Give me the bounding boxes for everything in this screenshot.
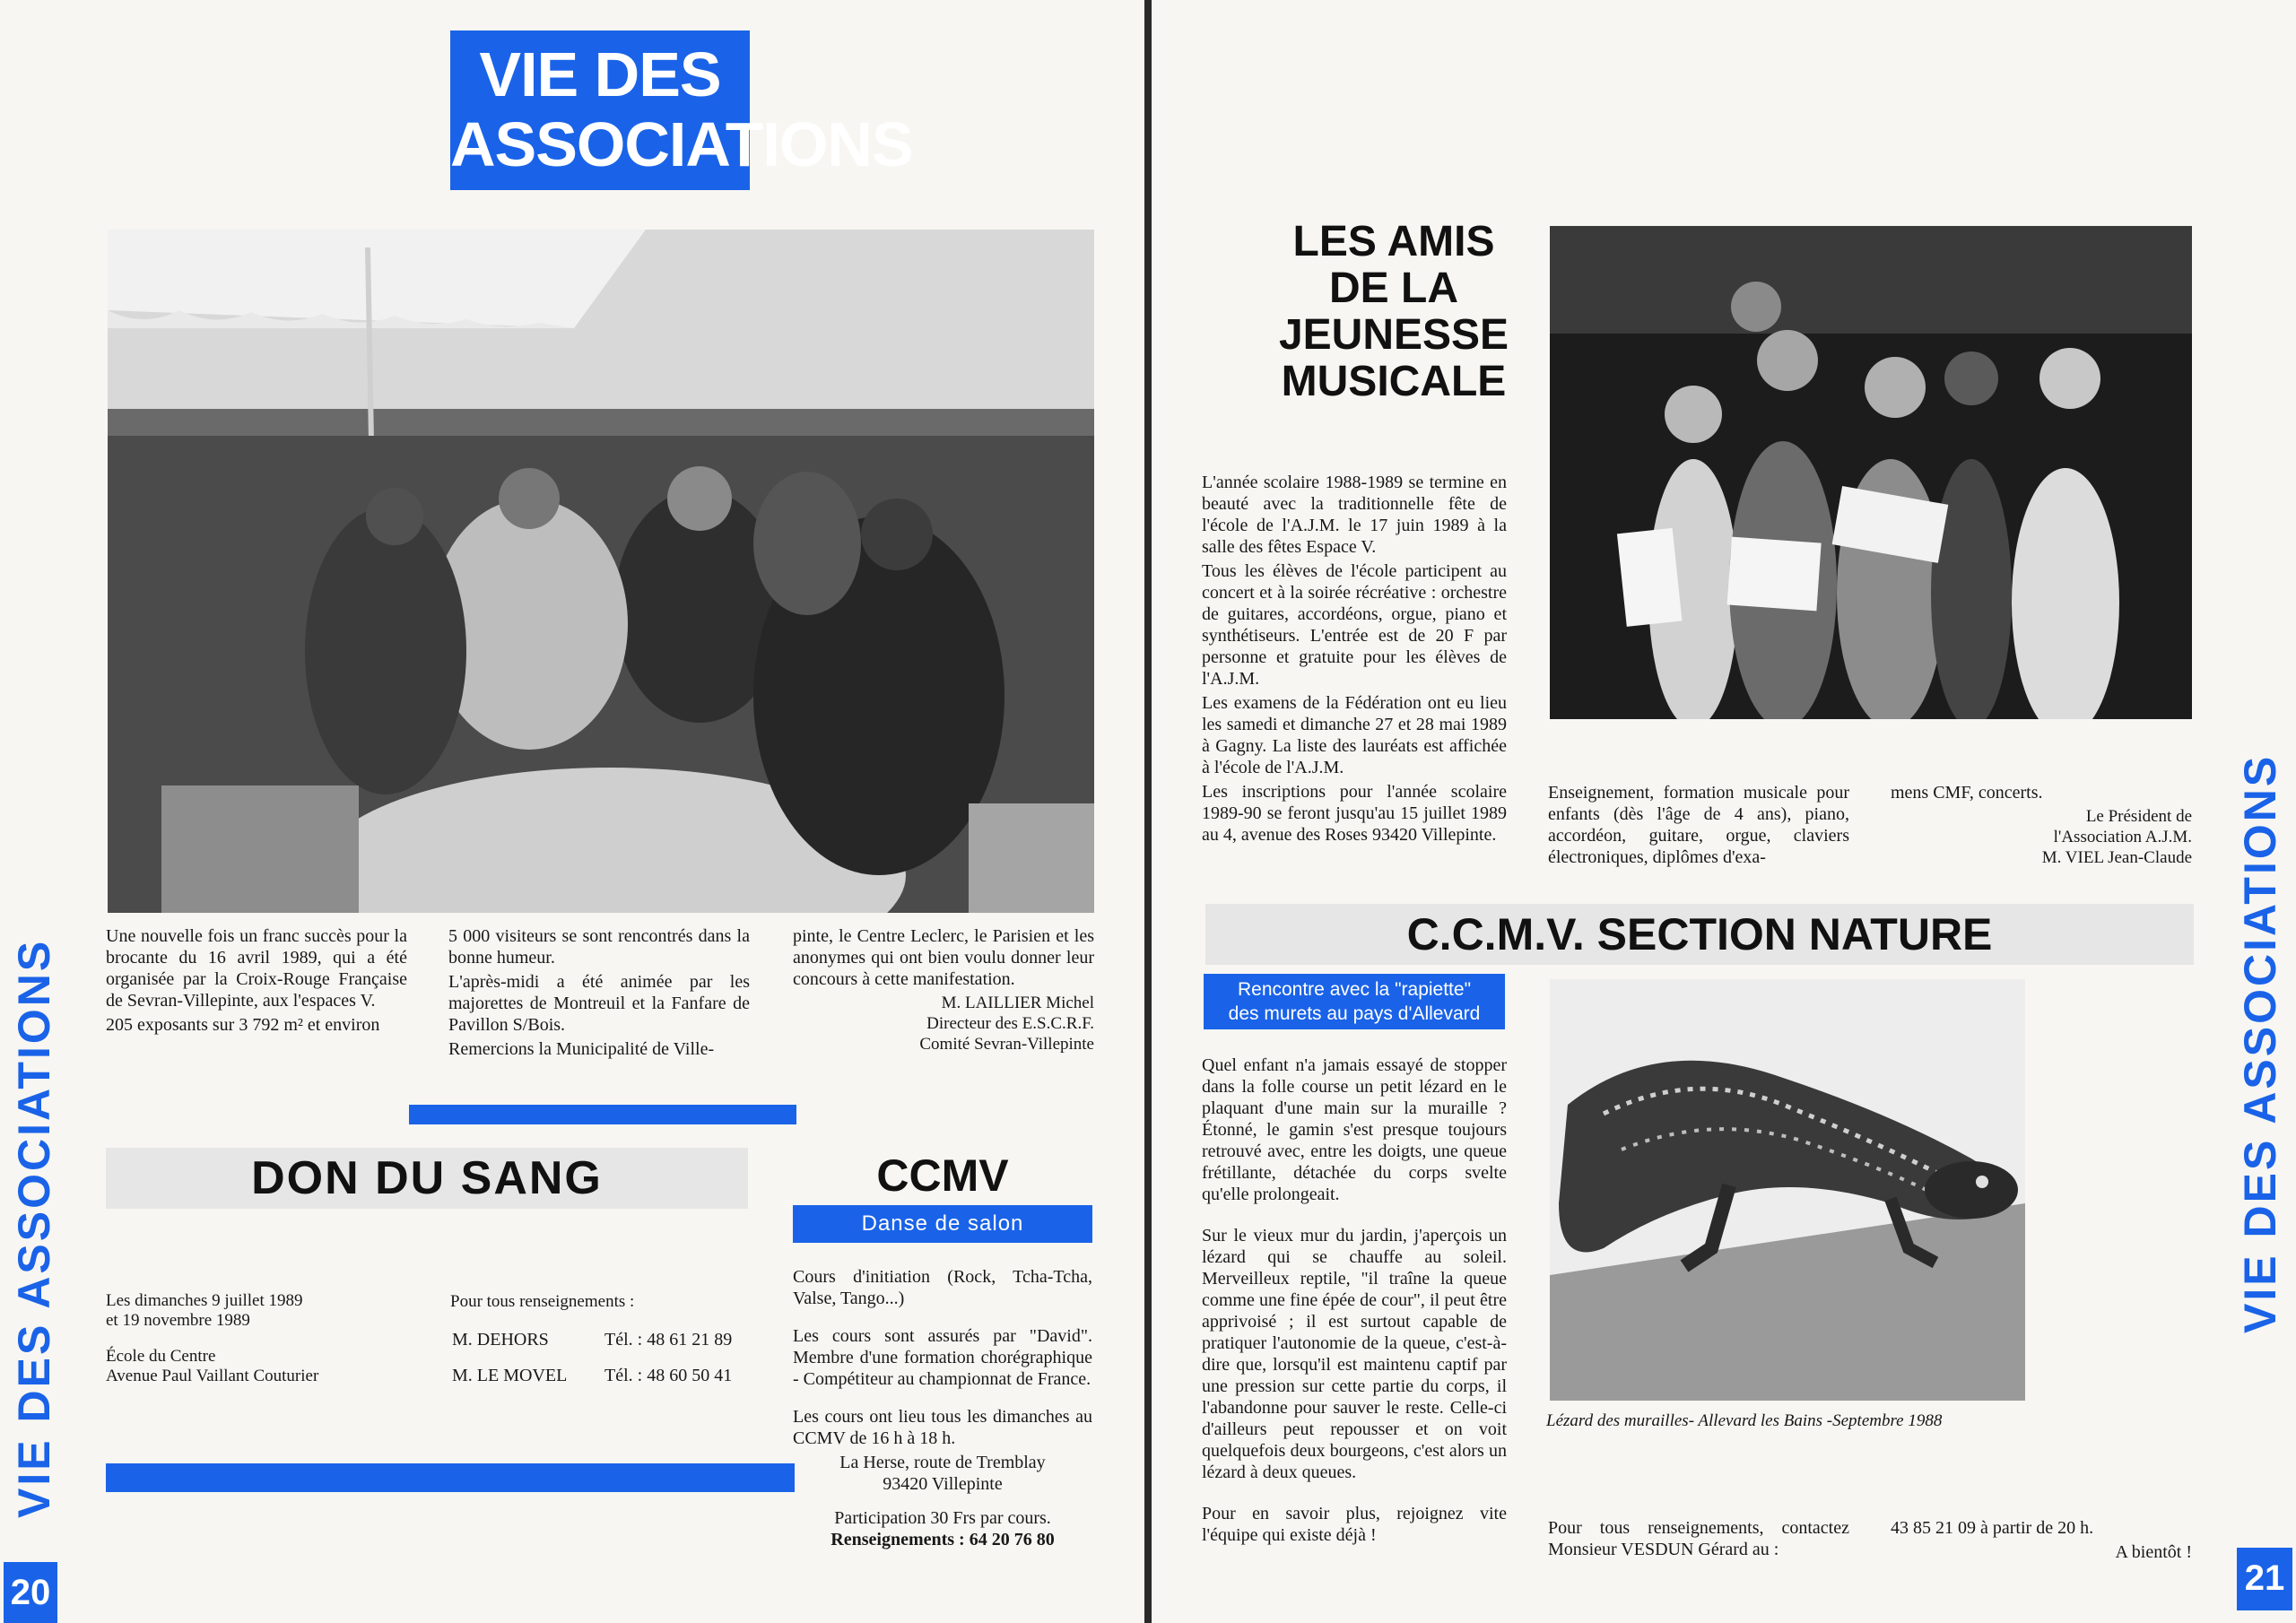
nature-title-text: C.C.M.V. SECTION NATURE <box>1406 909 1993 959</box>
info-label: Pour tous renseignements : <box>450 1292 635 1311</box>
contact-tel: Tél. : 48 60 50 41 <box>604 1366 733 1385</box>
brocante-col1 <box>106 925 407 1038</box>
brocante-paragraph: 205 exposants sur 3 792 m² et environ <box>106 1015 380 1035</box>
brocante-paragraph: 5 000 visiteurs se sont rencontrés dans la bonne humeur. <box>448 926 750 968</box>
section-header-line2: ASSOCIATIONS <box>450 109 913 179</box>
lizard-photo <box>1550 979 2025 1401</box>
ajm-title-line: JEUNESSE <box>1278 311 1509 359</box>
ccmv-contact: Renseignements : 64 20 76 80 <box>831 1530 1055 1549</box>
ccmv-paragraph: Cours d'initiation (Rock, Tcha-Tcha, Valse, Tango...) <box>793 1267 1092 1308</box>
brocante-paragraph: L'après-midi a été animée par les majorettes de Montreuil et la Fanfare de Pavillon S/Bois. <box>448 972 750 1035</box>
ajm-paragraph: Les examens de la Fédération ont eu lieu les samedi et dimanche 27 et 28 mai 1989 à Gagny. La liste des lauréats est affichée à l'école de l'A.J.M. <box>1202 693 1507 777</box>
ajm-title-line: LES AMIS <box>1292 218 1495 265</box>
ajm-title <box>1205 219 1582 405</box>
nature-paragraph: Pour en savoir plus, rejoignez vite l'équipe qui existe déjà ! <box>1202 1504 1507 1545</box>
ccmv-subtitle: Danse de salon <box>793 1205 1092 1243</box>
ajm-paragraph: Les inscriptions pour l'année scolaire 1989-90 se feront jusqu'au 15 juillet 1989 au 4, avenue des Roses 93420 Villepinte. <box>1202 782 1507 845</box>
right-page <box>1152 0 2296 1623</box>
lizard-caption: Lézard des murailles- Allevard les Bains -Septembre 1988 <box>1546 1411 1943 1430</box>
spine-title-right: VIE DES ASSOCIATIONS <box>2235 753 2285 1333</box>
nature-contact-col2 <box>1891 1517 2192 1563</box>
brocante-col2 <box>448 925 750 1063</box>
place-line: Avenue Paul Vaillant Couturier <box>106 1367 319 1385</box>
ajm-title-line: MUSICALE <box>1281 358 1507 405</box>
brocante-paragraph: pinte, le Centre Leclerc, le Parisien et les anonymes qui ont bien voulu donner leur concours à cette manifestation. <box>793 926 1094 989</box>
ccmv-title: CCMV <box>876 1150 1009 1201</box>
nature-subtitle <box>1204 974 1505 1029</box>
ajm-col1 <box>1202 472 1507 848</box>
nature-contact: 43 85 21 09 à partir de 20 h. <box>1891 1518 2094 1538</box>
don-du-sang-dates <box>106 1291 411 1386</box>
page-number-right: 21 <box>2237 1548 2292 1610</box>
ccmv-body <box>793 1266 1092 1550</box>
divider-bar-bottom <box>106 1463 795 1492</box>
ccmv-paragraph: Les cours sont assurés par "David". Membre d'une formation chorégraphique - Compétiteur au championnat de France. <box>793 1326 1092 1389</box>
don-du-sang-contacts <box>450 1291 755 1401</box>
date-line: et 19 novembre 1989 <box>106 1311 250 1330</box>
ajm-paragraph: Tous les élèves de l'école participent au concert et à la soirée récréative : orchestre de guitares, accordéons, orgue, piano et synthétiseurs. L'entrée est de 20 F par personne et gratuite pour les élèves de l'A.J.M. <box>1202 561 1507 689</box>
nature-paragraph: Quel enfant n'a jamais essayé de stopper dans la folle course un petit lézard en le plaquant d'une main sur la muraille ? Étonné, le gamin s'est presque toujours retrouvé avec, entre les doigts, une queue frétillante, détachée du corps svelte qu'elle prolongeait. <box>1202 1055 1507 1204</box>
ajm-concert-illustration <box>1550 226 2192 719</box>
brocante-signature <box>793 993 1094 1055</box>
ajm-concert-photo <box>1550 226 2192 719</box>
ajm-title-line: DE LA <box>1329 265 1458 312</box>
ccmv-address <box>793 1452 1092 1495</box>
left-page <box>0 0 1144 1623</box>
subtitle-line: des murets au pays d'Allevard <box>1228 1003 1481 1024</box>
ajm-paragraph: mens CMF, concerts. <box>1891 783 2043 803</box>
nature-paragraph: Sur le vieux mur du jardin, j'aperçois un lézard qui se chauffe au soleil. Merveilleux reptile, "il traîne la queue comme une fine épée de cour", il peut être apprivoisé ; il est surtout capable de pratiquer l'autonomie de la queue, c'est-à-dire que, lorsqu'il est maintenu captif par une pression sur cette partie du corps, il l'abandonne pour sauver le reste. Celle-ci d'ailleurs peut repousser et on voit quelquefois deux bourgeons, c'est alors un lézard à deux queues. <box>1202 1226 1507 1482</box>
ajm-signature <box>1891 806 2192 868</box>
signature-line: l'Association A.J.M. <box>2053 828 2192 846</box>
signature-line: Directeur des E.S.C.R.F. <box>926 1014 1094 1033</box>
brocante-paragraph: Remercions la Municipalité de Ville- <box>448 1039 715 1059</box>
signature-line: M. VIEL Jean-Claude <box>2041 848 2192 867</box>
page-number-left: 20 <box>4 1562 57 1623</box>
section-header-line1: VIE DES <box>479 39 721 109</box>
brocante-col3 <box>793 925 1094 1055</box>
ajm-col2 <box>1548 782 1849 871</box>
ccmv-price: Participation 30 Frs par cours. <box>834 1508 1051 1528</box>
divider-bar-top <box>409 1105 796 1124</box>
brocante-photo <box>108 230 1094 913</box>
ajm-paragraph: Enseignement, formation musicale pour enfants (dès l'âge de 4 ans), piano, accordéon, guitare, orgue, claviers électroniques, diplômes d'exa- <box>1548 783 1849 867</box>
ccmv-paragraph: Les cours ont lieu tous les dimanches au CCMV de 16 h à 18 h. <box>793 1407 1092 1448</box>
contact-table <box>450 1327 734 1401</box>
contact-tel: Tél. : 48 61 21 89 <box>604 1330 733 1350</box>
brocante-paragraph: Une nouvelle fois un franc succès pour la brocante du 16 avril 1989, qui a été organisée par la Croix-Rouge Française de Sevran-Villepinte, aux l'espaces V. <box>106 926 407 1011</box>
nature-contact: Pour tous renseignements, contactez Monsieur VESDUN Gérard au : <box>1548 1518 1849 1559</box>
contact-name: M. LE MOVEL <box>452 1366 568 1385</box>
ajm-col3 <box>1891 782 2192 868</box>
signature-line: Comité Sevran-Villepinte <box>919 1035 1094 1054</box>
contact-row <box>452 1329 732 1363</box>
spine-title-left: VIE DES ASSOCIATIONS <box>9 938 59 1518</box>
lizard-illustration <box>1550 979 2025 1401</box>
contact-name: M. DEHORS <box>452 1330 549 1350</box>
date-line: Les dimanches 9 juillet 1989 <box>106 1291 303 1310</box>
nature-body <box>1202 1055 1507 1549</box>
don-du-sang-title <box>106 1148 748 1209</box>
nature-contact-col1 <box>1548 1517 1849 1563</box>
place-line: École du Centre <box>106 1347 216 1366</box>
address-line: La Herse, route de Tremblay <box>839 1453 1046 1472</box>
contact-row <box>452 1365 732 1399</box>
section-header <box>450 30 913 190</box>
signature-line: Le Président de <box>2085 807 2192 826</box>
subtitle-line: Rencontre avec la "rapiette" <box>1237 979 1472 1000</box>
brocante-photo-illustration <box>108 230 1094 913</box>
signature-line: M. LAILLIER Michel <box>941 994 1094 1012</box>
nature-farewell: A bientôt ! <box>2115 1542 2192 1562</box>
don-du-sang-title-text: DON DU SANG <box>251 1152 603 1204</box>
nature-title <box>1205 904 2194 965</box>
address-line: 93420 Villepinte <box>883 1474 1003 1494</box>
ajm-paragraph: L'année scolaire 1988-1989 se termine en beauté avec la traditionnelle fête de l'école de l'A.J.M. le 17 juin 1989 à la salle des fêtes Espace V. <box>1202 473 1507 557</box>
